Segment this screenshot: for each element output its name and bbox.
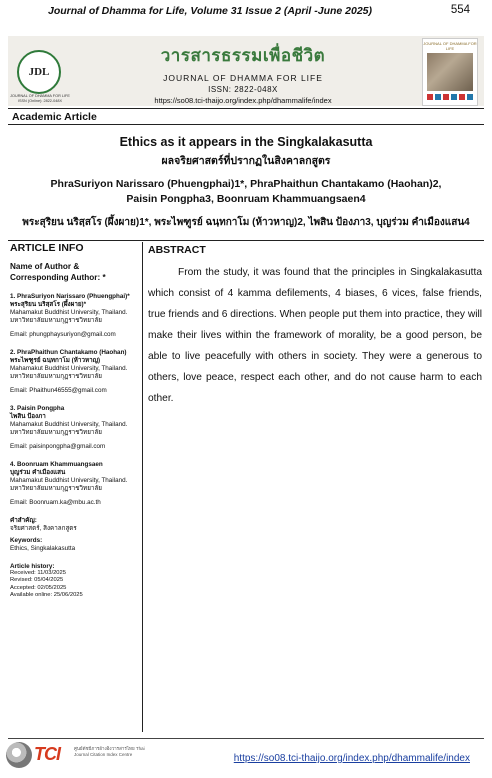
abstract-text: From the study, it was found that the principles in Singkalakasutta which consist of 4 kamma defilements, 4 biases, 6 vices, false friends, true friends and 6 directions. When people put them into practice, they will make their lives within the framework of morality, be a good person, be able to live peacefully with others in society. They were a generous to others, love peace, respect each other, and do not cause harm to each other. xyxy=(148,267,482,404)
author-affiliation: Mahamakut Buddhist University, Thailand. xyxy=(10,309,128,316)
author-thai-name: พระไพฑูรย์ ฉนฺทกาโม (ห้าวหาญ) xyxy=(10,357,101,364)
column-divider xyxy=(142,242,143,732)
article-info-column xyxy=(10,244,138,599)
author-thai-affiliation: มหาวิทยาลัยมหามกุฏราชวิทยาลัย xyxy=(10,485,102,492)
author-email[interactable]: Email: Boonruam.ka@mbu.ac.th xyxy=(10,499,101,506)
tci-emblem-icon xyxy=(6,742,32,768)
author-thai-affiliation: มหาวิทยาลัยมหามกุฏราชวิทยาลัย xyxy=(10,373,102,380)
abstract-heading: ABSTRACT xyxy=(148,244,206,256)
history-label: Article history: xyxy=(10,563,55,570)
author-entry xyxy=(10,461,138,507)
keywords-label: Keywords: xyxy=(10,537,43,544)
thai-keywords-label: คำสำคัญ: xyxy=(10,517,37,524)
revised-date: Revised: 05/04/2025 xyxy=(10,577,64,584)
available-date: Available online: 25/06/2025 xyxy=(10,591,83,598)
section-divider xyxy=(8,124,484,125)
header-divider xyxy=(8,108,484,109)
logo-caption: JOURNAL OF DHAMMA FOR LIFE ISSN (Online): 2822-048X xyxy=(10,94,70,103)
banner-titles xyxy=(98,42,388,105)
banner-issn: ISSN: 2822-048X xyxy=(208,85,278,94)
authors-en: PhraSuriyon Narissaro (Phuengphai)1*, PhraPhaithun Chantakamo (Haohan)2, Paisin Pongpha3, Boonruam Khammuangsaen4 xyxy=(50,178,442,205)
author-entry xyxy=(10,293,138,339)
abstract-column xyxy=(148,244,482,409)
footer-url-link[interactable]: https://so08.tci-thaijo.org/index.php/dhammalife/index xyxy=(233,753,470,764)
tci-caption: ศูนย์ดัชนีการอ้างอิงวารสารไทย Thai Journal Citation Index Centre xyxy=(74,746,145,757)
cover-footer-logos xyxy=(427,94,473,100)
author-email[interactable]: Email: Phaithun46555@gmail.com xyxy=(10,387,107,394)
footer-divider xyxy=(8,738,484,739)
thai-keywords-value: จริยศาสตร์, สิงคาลกสูตร xyxy=(10,525,77,532)
cover-caption: JOURNAL OF DHAMMA FOR LIFE xyxy=(423,41,477,51)
keywords-value: Ethics, Singkalakasutta xyxy=(10,545,76,552)
author-email[interactable]: Email: phungphaysuriyon@gmail.com xyxy=(10,331,116,338)
article-title-th: ผลจริยศาสตร์ที่ปรากฏในสิงคาลกสูตร xyxy=(161,155,331,167)
author-thai-name: พระสุริยน นริสฺสโร (ผึ้งผาย)* xyxy=(10,301,87,308)
article-title-en: Ethics as it appears in the Singkalakasutta xyxy=(119,135,373,149)
keywords xyxy=(10,537,138,553)
author-email[interactable]: Email: paisinpongpha@gmail.com xyxy=(10,443,106,450)
running-head xyxy=(0,4,492,20)
tci-logo: TCI xyxy=(34,744,60,764)
article-history xyxy=(10,563,138,599)
author-entry xyxy=(10,349,138,395)
section-label: Academic Article xyxy=(12,111,97,123)
journal-running-title: Journal of Dhamma for Life, Volume 31 Issue 2 (April -June 2025) xyxy=(47,5,373,17)
author-affiliation: Mahamakut Buddhist University, Thailand. xyxy=(10,477,128,484)
author-thai-name: บุญร่วม คำเมืองแสน xyxy=(10,469,66,476)
author-name: 4. Boonruam Khammuangsaen xyxy=(10,461,103,468)
page-number: 554 xyxy=(450,4,470,16)
authors-th: พระสุริยน นริสฺสโร (ผึ้งผาย)1*, พระไพฑูรย์ ฉนฺทกาโม (ห้าวหาญ)2, ไพสิน ป้องภา3, บุญร่วม คำเมืองแสน4 xyxy=(22,217,470,228)
article-title-block xyxy=(0,135,492,230)
banner-english-title: JOURNAL OF DHAMMA FOR LIFE xyxy=(163,73,323,83)
author-entry xyxy=(10,405,138,451)
author-affiliation: Mahamakut Buddhist University, Thailand. xyxy=(10,421,128,428)
journal-banner xyxy=(8,36,484,106)
accepted-date: Accepted: 02/05/2025 xyxy=(10,584,67,591)
author-name: 1. PhraSuriyon Narissaro (Phuengphai)* xyxy=(10,293,130,300)
author-affiliation: Mahamakut Buddhist University, Thailand. xyxy=(10,365,128,372)
received-date: Received: 11/03/2025 xyxy=(10,570,66,577)
body-divider xyxy=(8,240,484,241)
author-thai-name: ไพสิน ป้องภา xyxy=(10,413,46,420)
article-info-heading: ARTICLE INFO xyxy=(10,242,84,254)
author-name: 2. PhraPhaithun Chantakamo (Haohan) xyxy=(10,349,127,356)
thai-keywords xyxy=(10,517,138,533)
jdl-logo: JDL xyxy=(17,50,61,94)
journal-cover-image xyxy=(422,38,478,106)
author-thai-affiliation: มหาวิทยาลัยมหามกุฏราชวิทยาลัย xyxy=(10,317,102,324)
author-name: 3. Paisin Pongpha xyxy=(10,405,65,412)
cover-artwork xyxy=(427,53,473,91)
banner-thai-title: วารสารธรรมเพื่อชีวิต xyxy=(160,46,326,65)
author-thai-affiliation: มหาวิทยาลัยมหามกุฏราชวิทยาลัย xyxy=(10,429,102,436)
corresponding-author-label: Name of Author & Corresponding Author: * xyxy=(10,262,106,282)
banner-url[interactable]: https://so08.tci-thaijo.org/index.php/dhammalife/index xyxy=(154,96,332,105)
